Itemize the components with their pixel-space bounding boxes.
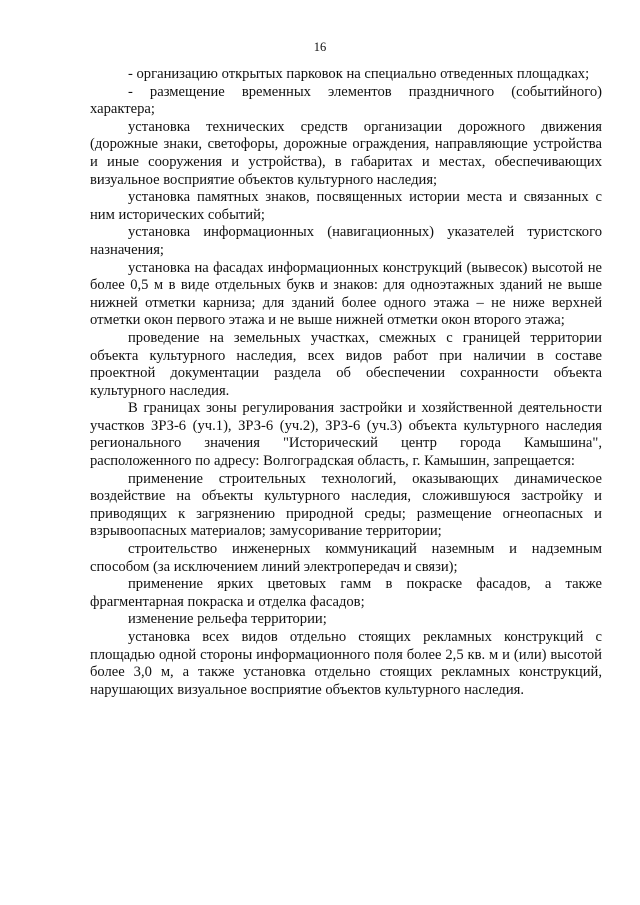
document-body <box>90 66 602 699</box>
paragraph-festive-elements: - размещение временных элементов праздничного (событийного) характера; <box>90 83 602 118</box>
paragraph-facade-signage: установка на фасадах информационных конструкций (вывесок) высотой не более 0,5 м в виде отдельных букв и знаков: для одноэтажных зданий не выше нижней отметки карниза; для зданий более одного этажа – не ниже верхней отметки окон первого этажа и не выше нижней отметки окон второго этажа; <box>90 259 602 329</box>
paragraph-engineering-utilities: строительство инженерных коммуникаций наземным и надземным способом (за исключением линий электропередач и связи); <box>90 541 602 575</box>
paragraph-construction-tech: применение строительных технологий, оказывающих динамическое воздействие на объекты культурного наследия, сложившуюся застройку и приводящих к загрязнению природной среды; размещение огнеопасных и взрывоопасных материалов; замусоривание территории; <box>90 470 602 540</box>
paragraph-traffic-devices: установка технических средств организации дорожного движения (дорожные знаки, светофоры, дорожные ограждения, направляющие устройства и иные сооружения и устройства), в габаритах и местах, обеспечивающих визуальное восприятие объектов культурного наследия; <box>90 118 602 188</box>
paragraph-advertising-structures: установка всех видов отдельно стоящих рекламных конструкций с площадью одной стороны информационного поля более 2,5 кв. м и (или) высотой более 3,0 м, а также установка отдельно стоящих рекламных конструкций, нарушающих визуальное восприятие объектов культурного наследия. <box>90 629 602 698</box>
paragraph-memorial-signs: установка памятных знаков, посвященных истории места и связанных с ним исторических событий; <box>90 189 602 223</box>
paragraph-parking: - организацию открытых парковок на специально отведенных площадках; <box>128 66 590 82</box>
paragraph-facade-colors: применение ярких цветовых гамм в покраске фасадов, а также фрагментарная покраска и отделка фасадов; <box>90 576 602 610</box>
page-number: 16 <box>313 40 327 54</box>
paragraph-land-works: проведение на земельных участках, смежных с границей территории объекта культурного наследия, всех видов работ при наличии в составе проектной документации раздела об обеспечении сохранности объекта культурного наследия. <box>90 329 602 399</box>
paragraph-relief-change: изменение рельефа территории; <box>128 611 327 628</box>
paragraph-zone-regulation-intro: В границах зоны регулирования застройки и хозяйственной деятельности участков ЗРЗ-6 (уч.1), ЗРЗ-6 (уч.2), ЗРЗ-6 (уч.3) объекта культурного наследия регионального значения "Исторический центр города Камышина", расположенного по адресу: Волгоградская область, г. Камышин, запрещается: <box>90 400 602 470</box>
paragraph-tourist-signs: установка информационных (навигационных) указателей туристского назначения; <box>90 224 602 258</box>
